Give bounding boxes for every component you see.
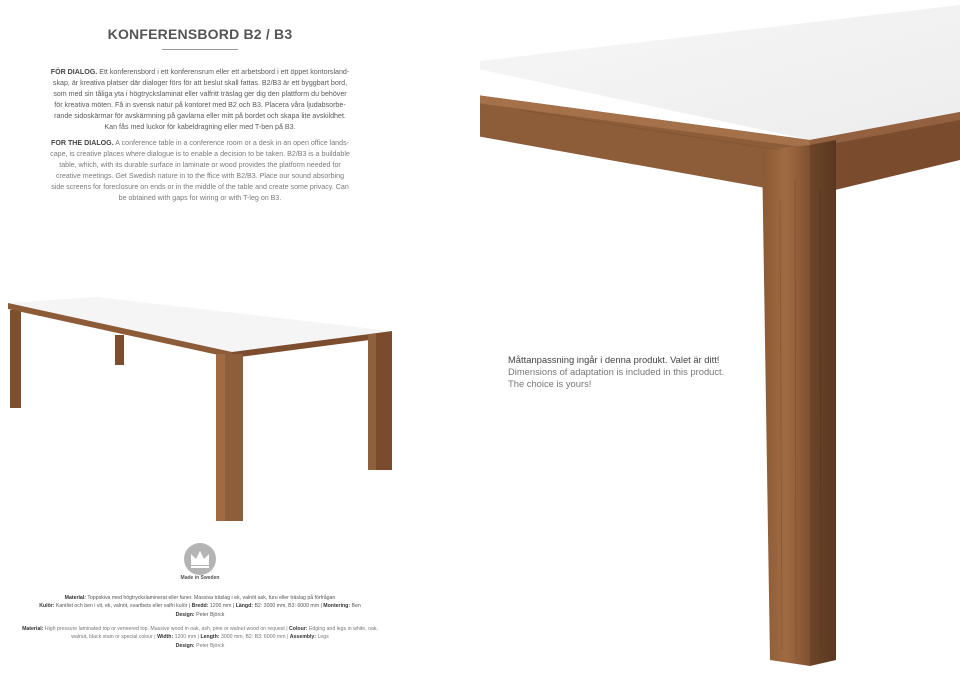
english-lead: FOR THE DIALOG. xyxy=(51,139,114,147)
spec-assembly-label: Assembly: xyxy=(289,634,317,641)
spec-width-label: Width: xyxy=(157,634,174,641)
english-description xyxy=(50,138,350,204)
swedish-description xyxy=(50,67,350,133)
adaptation-swedish: Måttanpassning ingår i denna produkt. Valet är ditt! xyxy=(508,354,720,365)
spec-length-label: Length: xyxy=(200,634,220,641)
spec-length-value: 3000 mm, B2: B3: 6000 mm xyxy=(220,634,286,641)
spec-length-label: Längd: xyxy=(235,603,253,610)
adaptation-english-2: The choice is yours! xyxy=(508,378,592,389)
spec-assembly-value: Legs xyxy=(317,634,329,641)
swedish-body: Ett konferensbord i ett konferensrum eller ett arbetsbord i ett öppet kontorslandskap, är kreativa platser där dialoger förs för att beslut skall fattas. B2/B3 är ett byggbart bord, som med sin tåliga yta i högtryckslaminat eller valfritt träslag ger dig den plattform du behöver för kreativa möten. Få in svensk natur på kontoret med B2 och B3. Placera våra ljudabsorberande sidoskärmar för avskärmning på gavlarna eller mitt på bordet och skapa lite avskildhet. Kan fås med luckor för kabeldragning eller med T-ben på B3. xyxy=(52,68,350,131)
english-body: A conference table in a conference room or a desk in an open office landscape, is creative places where dialogue is to enable a decision to be taken. B2/B3 is a buildable table, which, with its durable surface in laminate or wood provides the platform needed for creative meetings. Get Swedish nature in to the ffice with B2/B3. Place our sound absorbing side screens for foreclosure on ends or in the middle of the table and create some privacy. Can be obtained with gaps for wiring or with T-leg on B3. xyxy=(50,139,350,202)
spec-material-label: Material: xyxy=(22,626,44,632)
spec-design-label: Design: xyxy=(175,642,195,649)
spec-design-value: Peter Björck xyxy=(196,642,225,649)
adaptation-english-1: Dimensions of adaptation is included in this product. xyxy=(508,366,725,377)
spec-width-value: 1200 mm xyxy=(209,603,232,610)
swedish-specifications: Material: Toppskiva med högtryckslaminerat eller faner. Massiva träslag i ek, valnöt ask, furu eller träslag på förfrågan Kulör: Kantlist och ben i vit, ek, valnöt, svartbets eller valfri kulör | Bredd: 1200 mm | Längd: B2: 3000 mm, B3: 6000 mm | Montering: Ben Design: Peter Björck xyxy=(39,595,361,618)
spec-material-value: High pressure laminated top or veneered top. Massive wood in oak, ash, pine or walnut wood on request xyxy=(44,626,285,632)
spec-colour-label: Kulör: xyxy=(39,603,55,610)
table-product-image xyxy=(0,290,400,530)
title-divider xyxy=(162,49,238,50)
spec-material-label: Material: xyxy=(64,595,86,601)
spec-colour-label: Colour: xyxy=(289,626,308,632)
spec-assembly-value: Ben xyxy=(351,603,361,610)
spec-length-value: B2: 3000 mm, B3: 6000 mm xyxy=(254,603,320,610)
adaptation-note xyxy=(508,354,788,390)
spec-width-label: Bredd: xyxy=(191,603,209,610)
page-title: KONFERENSBORD B2 / B3 xyxy=(107,26,293,42)
english-specifications: Material: High pressure laminated top or veneered top. Massive wood in oak, ash, pine or walnut wood on request | Colour: Edging and legs in white, oak, walnut, black stain or special colour | Width: 1200 mm | Length: 3000 mm, B2: B3: 6000 mm | Assembly: Legs Design: Peter Björck xyxy=(22,626,378,649)
swedish-lead: FÖR DIALOG. xyxy=(50,68,98,76)
spec-material-value: Toppskiva med högtryckslaminerat eller faner. Massiva träslag i ek, valnöt ask, furu eller träslag på förfrågan xyxy=(87,595,336,601)
spec-colour-value: Edging and legs in white, oak, walnut, black stain or special colour xyxy=(71,626,378,641)
spec-design-label: Design: xyxy=(175,611,195,618)
right-page xyxy=(480,0,960,674)
table-corner-closeup-image xyxy=(480,0,960,674)
spec-design-value: Peter Björck xyxy=(196,611,225,618)
crown-icon xyxy=(183,542,217,576)
spec-assembly-label: Montering: xyxy=(323,603,351,610)
spec-width-value: 1200 mm xyxy=(174,634,197,641)
spec-colour-value: Kantlist och ben i vit, ek, valnöt, svartbets eller valfri kulör xyxy=(55,603,188,610)
made-in-sweden-label: Made in Sweden xyxy=(180,575,220,581)
